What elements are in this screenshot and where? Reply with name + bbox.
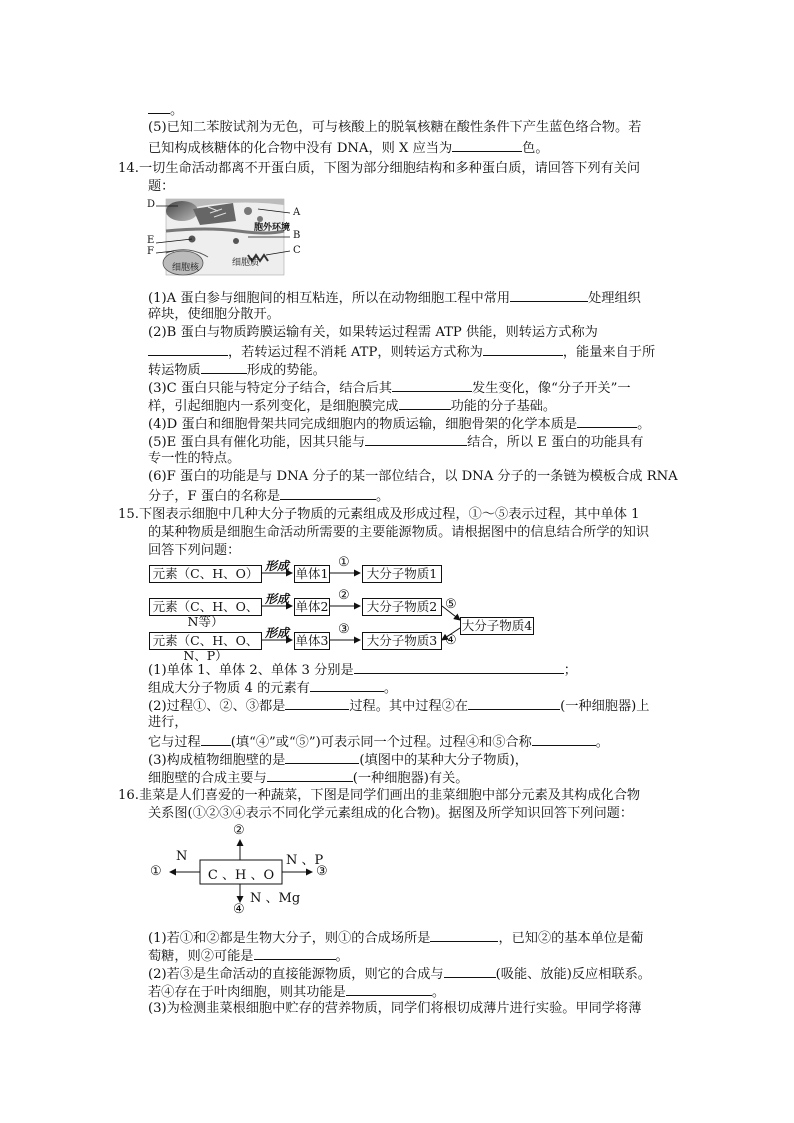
blank[interactable] bbox=[430, 928, 498, 942]
label-extracellular: 胞外环境 bbox=[254, 223, 291, 233]
q15-part2-line2: 进行， bbox=[148, 715, 188, 730]
label-B: B bbox=[293, 230, 301, 241]
form-label-1: 形成 bbox=[265, 559, 290, 573]
q15-part3-line1: (3)构成植物细胞壁的是 (填图中的某种大分子物质)， bbox=[148, 750, 528, 770]
form-label-3: 形成 bbox=[265, 626, 290, 640]
process-5: ⑤ bbox=[445, 597, 457, 612]
q15-stem-line2: 的某种物质是细胞生命活动所需要的主要能源物质。请根据图中的信息结合所学的知识 bbox=[148, 525, 650, 540]
q14-part3-line1: (3)C 蛋白只能与特定分子结合，结合后其 发生变化，像“分子开关”一 bbox=[148, 378, 631, 398]
q16-stem-line2: 关系图(①②③④表示不同化学元素组成的化合物)。据图及所学知识回答下列问题： bbox=[148, 806, 634, 821]
q15-part1-line2: 组成大分子物质 4 的元素有 。 bbox=[148, 678, 397, 698]
label-A: A bbox=[293, 207, 301, 218]
process-4: ④ bbox=[445, 633, 457, 648]
label-cytoplasm: 细胞质 bbox=[232, 258, 260, 268]
label-n-left: N bbox=[176, 849, 188, 864]
label-E: E bbox=[147, 235, 155, 246]
prev-answer-line: 。 bbox=[148, 100, 183, 120]
compound-4: ④ bbox=[233, 902, 245, 917]
monomer-box-2: 单体2 bbox=[295, 599, 329, 614]
q16-part1-line1: (1)若①和②都是生物大分子，则①的合成场所是 ，已知②的基本单位是葡 bbox=[148, 928, 644, 948]
q15-stem-line1: 15.下图表示细胞中几种大分子物质的元素组成及形成过程，①～⑤表示过程，其中单体 1 bbox=[118, 507, 640, 522]
q14-part2-line1: (2)B 蛋白与物质跨膜运输有关，如果转运过程需 ATP 供能，则转运方式称为 bbox=[148, 325, 598, 340]
q16-part1-line2: 萄糖，则②可能是 。 bbox=[148, 946, 349, 966]
process-2: ② bbox=[338, 588, 350, 603]
q15-part1-line1: (1)单体 1、单体 2、单体 3 分别是 ； bbox=[148, 660, 577, 680]
label-n-p: N 、P bbox=[286, 853, 324, 868]
q16-part2-line2: 若④存在于叶肉细胞，则其功能是 。 bbox=[148, 982, 445, 1002]
q14-stem-line1: 14.一切生命活动都离不开蛋白质，下图为部分细胞结构和多种蛋白质，请回答下列有关问 bbox=[118, 161, 641, 176]
element-box-1: 元素（C、H、O） bbox=[149, 565, 262, 583]
q14-part5-line2: 专一性的特点。 bbox=[148, 451, 241, 466]
q15-stem-line3: 回答下列问题： bbox=[148, 543, 241, 558]
q14-part2-line3: 转运物质 形成的势能。 bbox=[148, 360, 326, 380]
element-box-2: 元素（C、H、O、N等） bbox=[149, 598, 262, 616]
q13-part5-line1: (5)已知二苯胺试剂为无色，可与核酸上的脱氧核糖在酸性条件下产生蓝色络合物。若 bbox=[148, 120, 642, 135]
q15-part2-line3: 它与过程 (填“④”或“⑤”)可表示同一个过程。过程④和⑤合称 。 bbox=[148, 732, 609, 752]
q14-part1-line2: 碎块，使细胞分散开。 bbox=[148, 307, 280, 322]
q14-part2-line2: ，若转运过程不消耗 ATP，则转运方式称为 ，能量来自于所 bbox=[148, 342, 655, 362]
compound-3: ③ bbox=[316, 864, 328, 879]
element-box-3: 元素（C、H、O、N、P） bbox=[149, 632, 262, 650]
q16-part2-line1: (2)若③是生命活动的直接能源物质，则它的合成与 (吸能、放能)反应相联系。 bbox=[148, 964, 651, 984]
macromolecule-box-3: 大分子物质3 bbox=[362, 632, 442, 650]
q14-stem-line2: 题： bbox=[148, 179, 175, 194]
q14-part4: (4)D 蛋白和细胞骨架共同完成细胞内的物质运输，细胞骨架的化学本质是 。 bbox=[148, 414, 650, 434]
process-3: ③ bbox=[338, 622, 350, 637]
q14-part6-line2: 分子，F 蛋白的名称是 。 bbox=[148, 486, 389, 506]
label-n-mg: N 、Mg bbox=[250, 891, 301, 906]
q14-part6-line1: (6)F 蛋白的功能是与 DNA 分子的某一部位结合，以 DNA 分子的一条链为模板合成 RNA bbox=[148, 469, 678, 484]
q16-part3-line1: (3)为检测韭菜根细胞中贮存的营养物质，同学们将根切成薄片进行实验。甲同学将薄 bbox=[148, 1001, 642, 1016]
blank[interactable] bbox=[346, 982, 432, 996]
label-nucleus: 细胞核 bbox=[172, 263, 200, 273]
q13-part5-line2: 已知构成核糖体的化合物中没有 DNA，则 X 应当为 色。 bbox=[148, 138, 549, 158]
q15-part2-line1: (2)过程①、②、③都是 过程。其中过程②在 (一种细胞器)上 bbox=[148, 696, 649, 716]
label-C: C bbox=[293, 245, 301, 256]
label-D: D bbox=[147, 199, 156, 210]
blank[interactable] bbox=[444, 964, 496, 978]
q14-part5-line1: (5)E 蛋白具有催化功能，因其只能与 结合，所以 E 蛋白的功能具有 bbox=[148, 432, 643, 452]
q15-part3-line2: 细胞壁的合成主要与 (一种细胞器)有关。 bbox=[148, 768, 468, 788]
process-1: ① bbox=[338, 555, 350, 570]
compound-2: ② bbox=[233, 823, 245, 838]
macromolecule-box-2: 大分子物质2 bbox=[362, 598, 442, 616]
q16-stem-line1: 16.韭菜是人们喜爱的一种蔬菜，下图是同学们画出的韭菜细胞中部分元素及其构成化合物 bbox=[118, 788, 641, 803]
macromolecule-box-1: 大分子物质1 bbox=[362, 565, 442, 583]
monomer-box-1: 单体1 bbox=[295, 566, 329, 581]
q14-part1-line1: (1)A 蛋白参与细胞间的相互粘连，所以在动物细胞工程中常用 处理组织 bbox=[148, 288, 641, 308]
q14-part3-line2: 样，引起细胞内一系列变化，是细胞膜完成 功能的分子基础。 bbox=[148, 396, 556, 416]
monomer-box-3: 单体3 bbox=[295, 633, 329, 648]
macromolecule-box-4: 大分子物质4 bbox=[461, 618, 533, 633]
compound-1: ① bbox=[150, 864, 162, 879]
center-elements: C 、H 、O bbox=[207, 868, 275, 883]
label-F: F bbox=[147, 246, 154, 257]
form-label-2: 形成 bbox=[265, 592, 290, 606]
blank[interactable] bbox=[254, 946, 336, 960]
